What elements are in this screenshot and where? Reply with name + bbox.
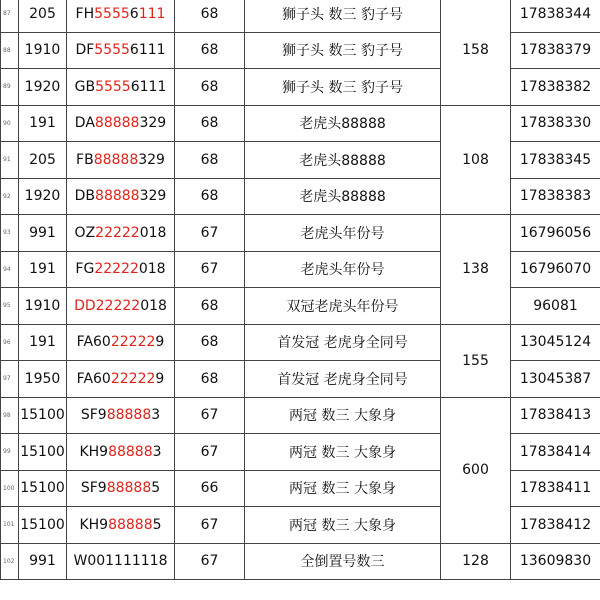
row-number-cell: 95 <box>1 288 19 325</box>
code-cell: 17838382 <box>511 69 600 106</box>
table-row <box>1 324 600 361</box>
plate-segment: 3 <box>152 443 162 460</box>
table-row <box>1 470 600 507</box>
count-cell: 68 <box>175 32 245 69</box>
description-cell: 双冠老虎头年份号 <box>245 288 441 325</box>
plate-segment: 5 <box>152 516 162 533</box>
row-number-cell: 89 <box>1 69 19 106</box>
plate-segment: 5555 <box>94 5 130 22</box>
table-row <box>1 361 600 398</box>
description-cell: 老虎头年份号 <box>245 251 441 288</box>
plate-number-cell <box>67 543 175 580</box>
count-cell: 67 <box>175 215 245 252</box>
price-cell: 1910 <box>19 288 67 325</box>
plate-number-cell <box>67 215 175 252</box>
plate-segment: SF9 <box>80 407 107 424</box>
plate-segment: SF9 <box>80 480 107 497</box>
plate-segment: FH <box>75 5 95 22</box>
plate-segment: KH9 <box>79 516 109 533</box>
code-cell: 16796056 <box>511 215 600 252</box>
plate-number-cell <box>67 32 175 69</box>
description-cell: 狮子头 数三 豹子号 <box>245 32 441 69</box>
code-cell: 17838383 <box>511 178 600 215</box>
count-cell: 67 <box>175 543 245 580</box>
code-cell: 17838345 <box>511 142 600 179</box>
plate-segment: 9 <box>155 370 165 387</box>
description-cell: 首发冠 老虎身全同号 <box>245 361 441 398</box>
table-row <box>1 32 600 69</box>
count-cell: 67 <box>175 251 245 288</box>
count-cell: 68 <box>175 69 245 106</box>
row-number-cell: 87 <box>1 0 19 32</box>
table-row <box>1 434 600 471</box>
price-cell: 1950 <box>19 361 67 398</box>
description-cell: 狮子头 数三 豹子号 <box>245 0 441 32</box>
code-cell: 16796070 <box>511 251 600 288</box>
plate-segment: KH9 <box>79 443 109 460</box>
row-number-cell: 90 <box>1 105 19 142</box>
price-cell: 991 <box>19 543 67 580</box>
group-value-cell: 600 <box>441 397 511 543</box>
count-cell: 68 <box>175 0 245 32</box>
plate-segment: 329 <box>139 115 167 132</box>
plate-segment: 018 <box>138 261 166 278</box>
plate-segment: 88888 <box>95 188 140 205</box>
plate-number-cell <box>67 397 175 434</box>
count-cell: 68 <box>175 105 245 142</box>
table-row <box>1 215 600 252</box>
plate-segment: 22222 <box>95 224 140 241</box>
plate-segment: 3 <box>151 407 161 424</box>
row-number-cell: 92 <box>1 178 19 215</box>
table-row <box>1 0 600 32</box>
plate-segment: FB <box>76 151 94 168</box>
plate-segment: 018 <box>139 224 167 241</box>
table-row <box>1 251 600 288</box>
price-cell: 15100 <box>19 434 67 471</box>
plate-segment: DA <box>74 115 95 132</box>
count-cell: 67 <box>175 397 245 434</box>
description-cell: 两冠 数三 大象身 <box>245 397 441 434</box>
count-cell: 68 <box>175 178 245 215</box>
group-value-cell: 108 <box>441 105 511 215</box>
plate-segment: 329 <box>139 188 167 205</box>
code-cell: 17838330 <box>511 105 600 142</box>
plate-segment: 88888 <box>106 407 152 424</box>
code-cell: 17838412 <box>511 507 600 544</box>
plate-segment: 6111 <box>129 42 166 59</box>
price-cell: 1920 <box>19 69 67 106</box>
plate-segment: 88888 <box>94 115 140 132</box>
plate-number-cell <box>67 434 175 471</box>
plate-segment: 88888 <box>106 480 152 497</box>
count-cell: 68 <box>175 142 245 179</box>
plate-segment: W001111118 <box>73 553 168 570</box>
price-cell: 1920 <box>19 178 67 215</box>
plate-segment: FA60 <box>76 334 111 351</box>
row-number-cell: 88 <box>1 32 19 69</box>
description-cell: 两冠 数三 大象身 <box>245 434 441 471</box>
count-cell: 67 <box>175 434 245 471</box>
plate-segment: 22222 <box>94 261 139 278</box>
plate-segment: 111 <box>138 5 166 22</box>
row-number-cell: 99 <box>1 434 19 471</box>
code-cell: 17838411 <box>511 470 600 507</box>
count-cell: 68 <box>175 324 245 361</box>
plate-segment: 22222 <box>110 334 156 351</box>
plate-segment: 88888 <box>108 516 153 533</box>
plate-number-cell <box>67 470 175 507</box>
table-row <box>1 288 600 325</box>
table-row <box>1 178 600 215</box>
code-cell: 17838413 <box>511 397 600 434</box>
plate-segment: 22222 <box>110 370 156 387</box>
price-cell: 191 <box>19 324 67 361</box>
code-cell: 13609830 <box>511 543 600 580</box>
table-row <box>1 543 600 580</box>
row-number-cell: 96 <box>1 324 19 361</box>
table-row <box>1 397 600 434</box>
row-number-cell: 101 <box>1 507 19 544</box>
count-cell: 66 <box>175 470 245 507</box>
row-number-cell: 98 <box>1 397 19 434</box>
plate-number-cell <box>67 178 175 215</box>
row-number-cell: 100 <box>1 470 19 507</box>
description-cell: 两冠 数三 大象身 <box>245 507 441 544</box>
code-cell: 13045387 <box>511 361 600 398</box>
code-cell: 17838344 <box>511 0 600 32</box>
table-row <box>1 142 600 179</box>
plate-segment: DD22222 <box>74 297 141 314</box>
table-row <box>1 507 600 544</box>
price-cell: 205 <box>19 142 67 179</box>
price-cell: 191 <box>19 105 67 142</box>
plate-number-cell <box>67 251 175 288</box>
plate-segment: 9 <box>155 334 165 351</box>
plate-segment: 5555 <box>94 42 130 59</box>
price-cell: 15100 <box>19 397 67 434</box>
plate-segment: GB <box>74 78 96 95</box>
plate-segment: 018 <box>140 297 167 314</box>
plate-segment: 6111 <box>130 78 167 95</box>
group-value-cell: 128 <box>441 543 511 580</box>
price-cell: 15100 <box>19 507 67 544</box>
plate-segment: DF <box>75 42 95 59</box>
plate-segment: FG <box>75 261 95 278</box>
description-cell: 老虎头88888 <box>245 105 441 142</box>
listing-table-body <box>1 0 600 580</box>
plate-segment: FA60 <box>76 370 111 387</box>
price-cell: 1910 <box>19 32 67 69</box>
description-cell: 全倒置号数三 <box>245 543 441 580</box>
plate-segment: 88888 <box>108 443 153 460</box>
group-value-cell: 155 <box>441 324 511 397</box>
description-cell: 老虎头年份号 <box>245 215 441 252</box>
plate-segment: 88888 <box>93 151 139 168</box>
plate-segment: 329 <box>138 151 165 168</box>
description-cell: 首发冠 老虎身全同号 <box>245 324 441 361</box>
plate-segment: 5555 <box>95 78 131 95</box>
code-cell: 96081 <box>511 288 600 325</box>
description-cell: 两冠 数三 大象身 <box>245 470 441 507</box>
row-number-cell: 91 <box>1 142 19 179</box>
plate-segment: DB <box>74 188 96 205</box>
description-cell: 老虎头88888 <box>245 142 441 179</box>
code-cell: 13045124 <box>511 324 600 361</box>
price-cell: 15100 <box>19 470 67 507</box>
plate-number-cell <box>67 105 175 142</box>
plate-number-cell <box>67 361 175 398</box>
count-cell: 68 <box>175 288 245 325</box>
row-number-cell: 102 <box>1 543 19 580</box>
row-number-cell: 93 <box>1 215 19 252</box>
price-cell: 991 <box>19 215 67 252</box>
price-cell: 191 <box>19 251 67 288</box>
plate-segment: 6 <box>129 5 139 22</box>
description-cell: 狮子头 数三 豹子号 <box>245 69 441 106</box>
price-cell: 205 <box>19 0 67 32</box>
plate-number-cell <box>67 69 175 106</box>
plate-segment: 5 <box>151 480 161 497</box>
table-row <box>1 105 600 142</box>
code-cell: 17838379 <box>511 32 600 69</box>
row-number-cell: 97 <box>1 361 19 398</box>
group-value-cell: 138 <box>441 215 511 325</box>
description-cell: 老虎头88888 <box>245 178 441 215</box>
plate-number-cell <box>67 142 175 179</box>
plate-segment: OZ <box>74 224 96 241</box>
table-row <box>1 69 600 106</box>
plate-number-cell <box>67 507 175 544</box>
plate-number-cell <box>67 0 175 32</box>
group-value-cell: 158 <box>441 0 511 105</box>
code-cell: 17838414 <box>511 434 600 471</box>
row-number-cell: 94 <box>1 251 19 288</box>
plate-number-cell <box>67 324 175 361</box>
count-cell: 68 <box>175 361 245 398</box>
plate-number-cell <box>67 288 175 325</box>
count-cell: 67 <box>175 507 245 544</box>
